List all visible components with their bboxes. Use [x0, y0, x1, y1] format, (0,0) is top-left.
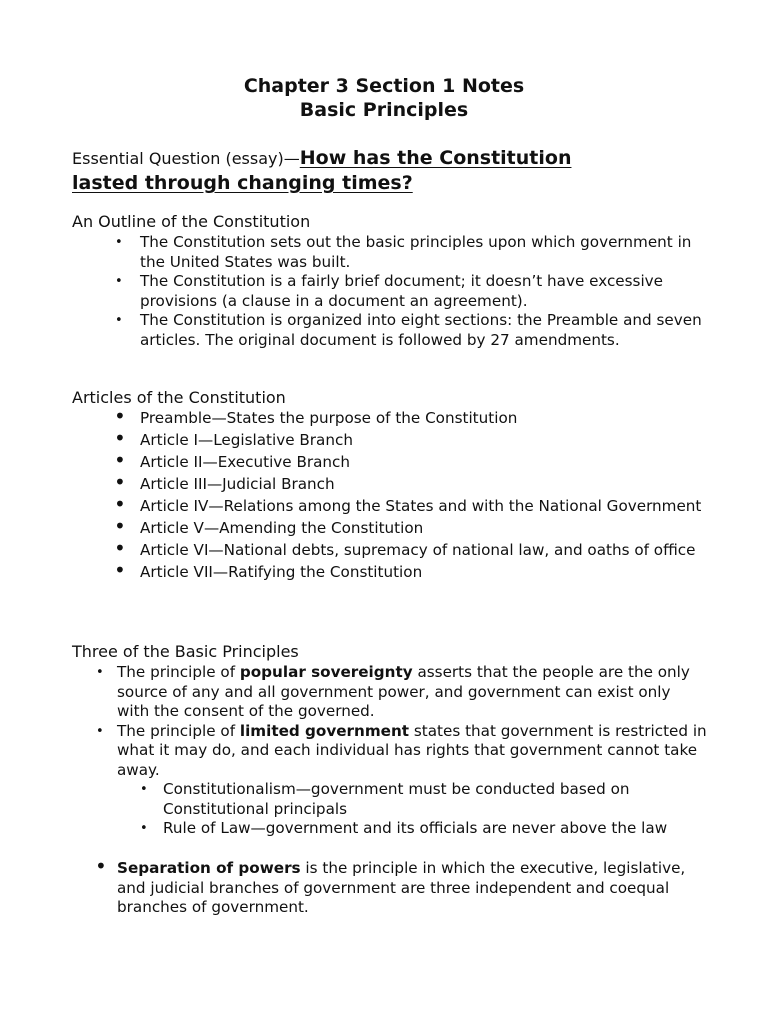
principles-heading: Three of the Basic Principles — [72, 642, 299, 661]
outline-list — [140, 233, 710, 350]
limited-government-item — [117, 722, 707, 781]
list-item: • Article IV—Relations among the States and with the National Government — [140, 497, 710, 517]
essential-question-text-2: lasted through changing times? — [72, 172, 413, 194]
list-item: • Article I—Legislative Branch — [140, 431, 710, 451]
item-text: The principle of — [117, 663, 240, 681]
outline-heading: An Outline of the Constitution — [72, 212, 311, 231]
item-text: The principle of — [117, 721, 240, 740]
list-item: • The Constitution is a fairly brief document; it doesn’t have excessive provisions (a clause in a document an agreement). — [140, 272, 710, 311]
list-item: • Article V—Amending the Constitution — [140, 519, 710, 539]
item-text: states that government is restricted in what it may do, and each individual has rights that government cannot take away. — [117, 721, 707, 779]
key-term: limited government — [239, 721, 410, 740]
popular-sovereignty-item — [117, 663, 707, 722]
separation-of-powers-item — [117, 859, 707, 918]
list-item: • Rule of Law—government and its officials are never above the law — [163, 819, 708, 839]
essential-question-label: Essential Question (essay)— — [72, 149, 300, 168]
key-term: Separation of powers — [117, 859, 301, 877]
list-item: • Article II—Executive Branch — [140, 453, 710, 473]
list-item: • Article VII—Ratifying the Constitution — [140, 563, 710, 583]
list-item: • Preamble—States the purpose of the Constitution — [140, 409, 710, 429]
list-item: • Article III—Judicial Branch — [140, 475, 710, 495]
item-text: asserts that the people are the only source of any and all government power, and government can exist only with the consent of the governed. — [117, 663, 690, 720]
list-item: • The Constitution is organized into eight sections: the Preamble and seven articles. The original document is followed by 27 amendments. — [140, 311, 710, 350]
list-item: • Constitutionalism—government must be conducted based on Constitutional principals — [163, 780, 708, 819]
key-term: popular sovereignty — [239, 663, 413, 681]
principles-list — [117, 663, 707, 780]
page-title: Chapter 3 Section 1 Notes — [243, 75, 525, 97]
limited-government-sublist — [163, 780, 708, 839]
essential-question — [72, 146, 712, 196]
essential-question-text-1: How has the Constitution — [299, 147, 572, 169]
articles-list — [140, 409, 710, 583]
list-item: • The Constitution sets out the basic principles upon which government in the United States was built. — [140, 233, 710, 272]
page-subtitle: Basic Principles — [299, 99, 469, 121]
item-text: is the principle in which the executive, legislative, and judicial branches of government are three independent and coequal branches of government. — [117, 859, 686, 916]
list-item: • Article VI—National debts, supremacy of national law, and oaths of office — [140, 541, 710, 561]
separation-list — [117, 859, 707, 918]
articles-heading: Articles of the Constitution — [72, 388, 286, 407]
